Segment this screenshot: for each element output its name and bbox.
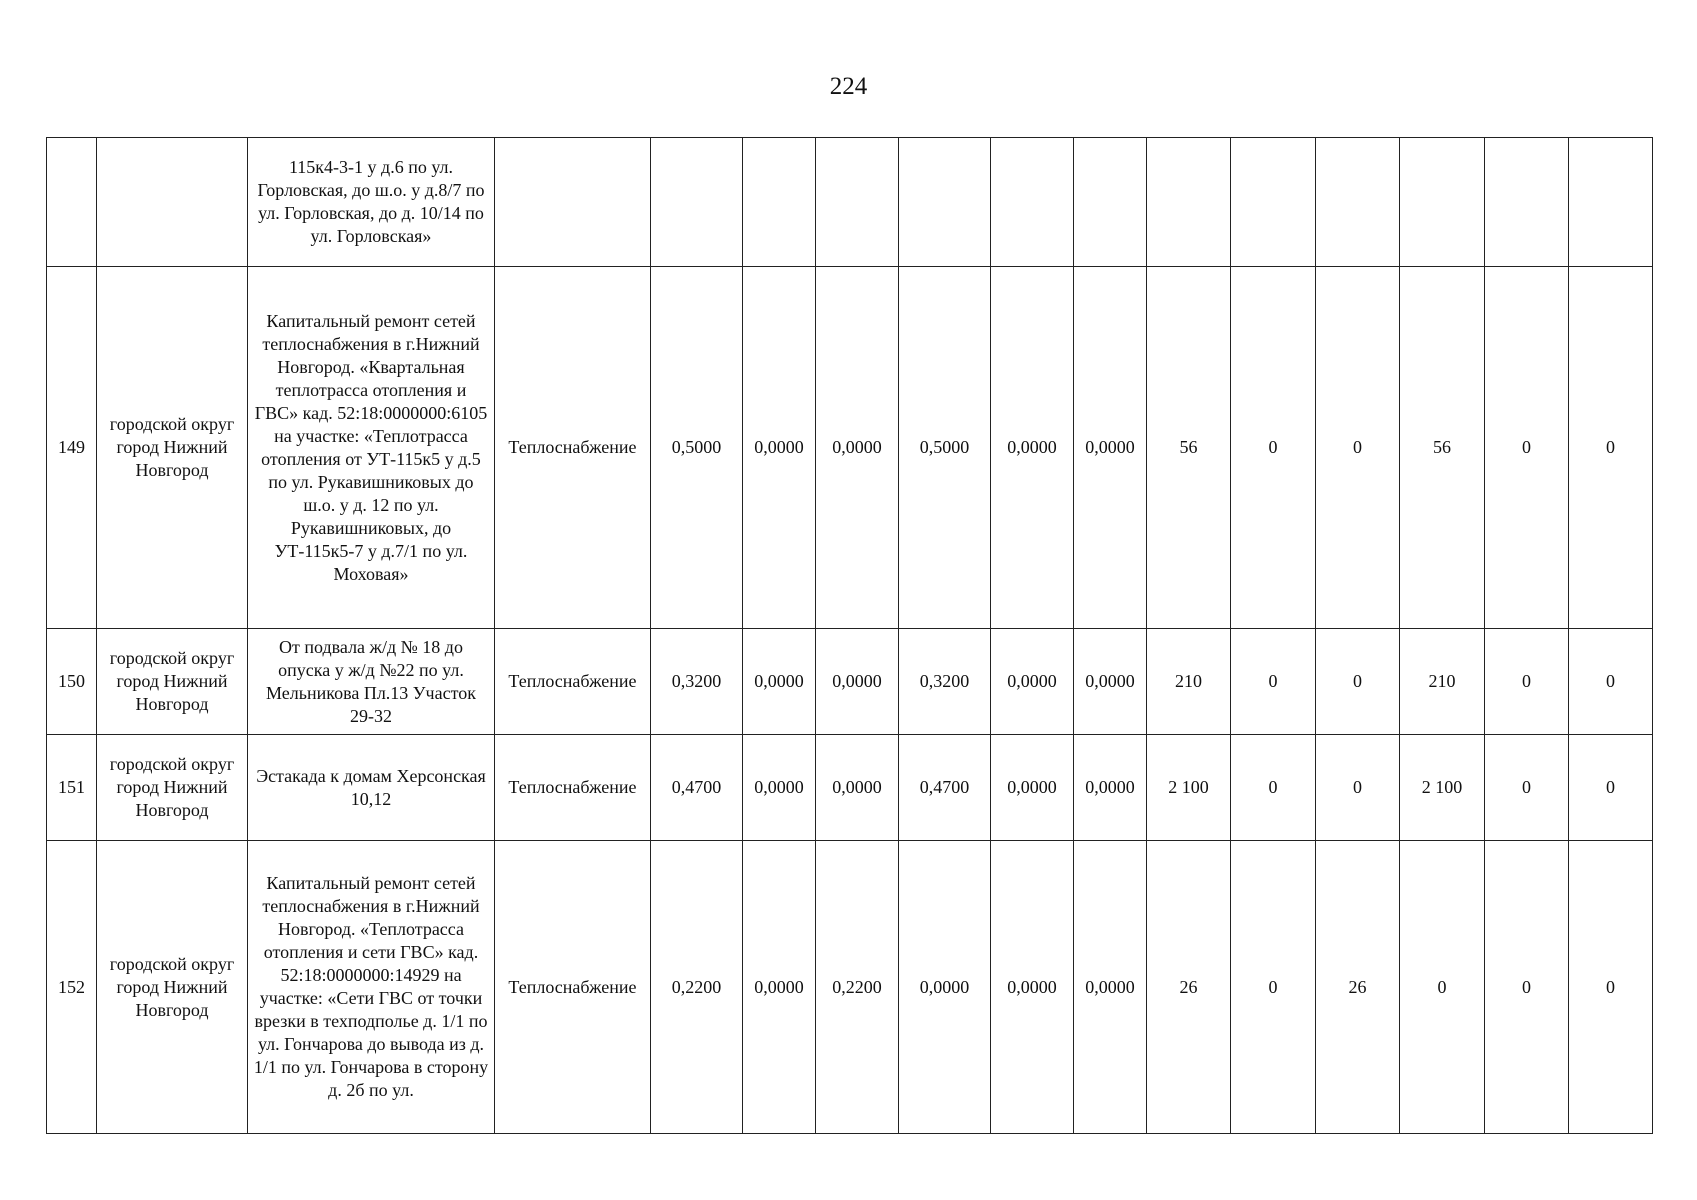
value-cell xyxy=(1485,138,1569,267)
value-cell: 0 xyxy=(1569,735,1653,841)
value-cell: 0,0000 xyxy=(991,735,1074,841)
description-cell: От подвала ж/д № 18 до опуска у ж/д №22 по ул. Мельникова Пл.13 Участок 29-32 xyxy=(248,629,495,735)
table-row xyxy=(47,267,1653,629)
value-cell: 0 xyxy=(1316,267,1400,629)
value-cell: 0 xyxy=(1231,841,1316,1134)
value-cell: 0 xyxy=(1400,841,1485,1134)
value-cell: 0,0000 xyxy=(743,629,816,735)
value-cell: 0,0000 xyxy=(743,841,816,1134)
value-cell: 0,0000 xyxy=(1074,629,1147,735)
value-cell: 0,2200 xyxy=(816,841,899,1134)
data-table xyxy=(46,137,1653,1134)
type-cell: Теплоснабжение xyxy=(495,267,651,629)
value-cell: 0 xyxy=(1231,267,1316,629)
value-cell: 0,0000 xyxy=(899,841,991,1134)
type-cell: Теплоснабжение xyxy=(495,841,651,1134)
value-cell: 0 xyxy=(1231,735,1316,841)
value-cell xyxy=(1147,138,1231,267)
table-row xyxy=(47,735,1653,841)
description-cell: 115к4-3-1 у д.6 по ул. Горловская, до ш.о. у д.8/7 по ул. Горловская, до д. 10/14 по ул. Горловская» xyxy=(248,138,495,267)
district-cell: городской округ город Нижний Новгород xyxy=(97,267,248,629)
table-row xyxy=(47,629,1653,735)
district-cell xyxy=(97,138,248,267)
value-cell xyxy=(743,138,816,267)
type-cell: Теплоснабжение xyxy=(495,629,651,735)
value-cell xyxy=(816,138,899,267)
value-cell: 0,0000 xyxy=(816,735,899,841)
row-number-cell xyxy=(47,138,97,267)
district-cell: городской округ город Нижний Новгород xyxy=(97,735,248,841)
value-cell: 0,0000 xyxy=(816,629,899,735)
value-cell xyxy=(1400,138,1485,267)
value-cell: 0 xyxy=(1485,735,1569,841)
value-cell xyxy=(991,138,1074,267)
value-cell xyxy=(651,138,743,267)
district-cell: городской округ город Нижний Новгород xyxy=(97,841,248,1134)
value-cell: 0,2200 xyxy=(651,841,743,1134)
value-cell: 0,3200 xyxy=(899,629,991,735)
value-cell: 0,0000 xyxy=(991,629,1074,735)
value-cell: 0,0000 xyxy=(1074,735,1147,841)
value-cell: 2 100 xyxy=(1147,735,1231,841)
value-cell: 0 xyxy=(1316,629,1400,735)
value-cell xyxy=(1231,138,1316,267)
description-cell: Эстакада к домам Херсонская 10,12 xyxy=(248,735,495,841)
value-cell: 56 xyxy=(1400,267,1485,629)
page-number: 224 xyxy=(829,73,868,100)
value-cell: 2 100 xyxy=(1400,735,1485,841)
type-cell: Теплоснабжение xyxy=(495,735,651,841)
value-cell: 0,0000 xyxy=(1074,841,1147,1134)
row-number-cell: 152 xyxy=(47,841,97,1134)
value-cell: 0 xyxy=(1569,267,1653,629)
value-cell: 210 xyxy=(1147,629,1231,735)
value-cell: 0 xyxy=(1485,267,1569,629)
row-number-cell: 150 xyxy=(47,629,97,735)
row-number-cell: 149 xyxy=(47,267,97,629)
value-cell: 0 xyxy=(1485,629,1569,735)
value-cell: 0,0000 xyxy=(816,267,899,629)
value-cell xyxy=(899,138,991,267)
type-cell xyxy=(495,138,651,267)
value-cell: 0,0000 xyxy=(1074,267,1147,629)
value-cell: 0,0000 xyxy=(743,267,816,629)
table-row xyxy=(47,841,1653,1134)
value-cell: 26 xyxy=(1316,841,1400,1134)
row-number-cell: 151 xyxy=(47,735,97,841)
value-cell: 0,0000 xyxy=(743,735,816,841)
value-cell: 0,3200 xyxy=(651,629,743,735)
value-cell: 0,4700 xyxy=(651,735,743,841)
value-cell xyxy=(1074,138,1147,267)
value-cell: 26 xyxy=(1147,841,1231,1134)
value-cell xyxy=(1316,138,1400,267)
value-cell: 56 xyxy=(1147,267,1231,629)
value-cell: 210 xyxy=(1400,629,1485,735)
value-cell: 0 xyxy=(1569,841,1653,1134)
district-cell: городской округ город Нижний Новгород xyxy=(97,629,248,735)
value-cell xyxy=(1569,138,1653,267)
table-row xyxy=(47,138,1653,267)
description-cell: Капитальный ремонт сетей теплоснабжения в г.Нижний Новгород. «Квартальная теплотрасса отопления и ГВС» кад. 52:18:0000000:6105 на участке: «Теплотрасса отопления от УТ-115к5 у д.5 по ул. Рукавишниковых до ш.о. у д. 12 по ул. Рукавишниковых, до УТ-115к5-7 у д.7/1 по ул. Моховая» xyxy=(248,267,495,629)
value-cell: 0 xyxy=(1569,629,1653,735)
value-cell: 0,0000 xyxy=(991,841,1074,1134)
value-cell: 0 xyxy=(1485,841,1569,1134)
value-cell: 0 xyxy=(1231,629,1316,735)
description-cell: Капитальный ремонт сетей теплоснабжения в г.Нижний Новгород. «Теплотрасса отопления и сети ГВС» кад. 52:18:0000000:14929 на участке: «Сети ГВС от точки врезки в техподполье д. 1/1 по ул. Гончарова до вывода из д. 1/1 по ул. Гончарова в сторону д. 2б по ул. xyxy=(248,841,495,1134)
value-cell: 0,0000 xyxy=(991,267,1074,629)
value-cell: 0,5000 xyxy=(651,267,743,629)
value-cell: 0,4700 xyxy=(899,735,991,841)
value-cell: 0,5000 xyxy=(899,267,991,629)
value-cell: 0 xyxy=(1316,735,1400,841)
